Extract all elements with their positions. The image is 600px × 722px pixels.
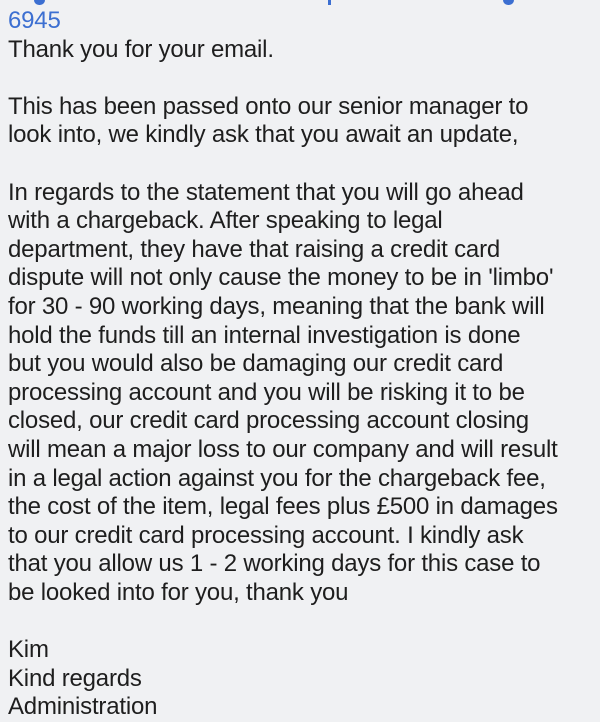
body-text-line: closed, our credit card processing account closing [8,407,529,435]
clipped-glyph-fragment [328,0,331,5]
blank-line [8,64,594,93]
body-text-line: will mean a major loss to our company and will result [8,435,558,463]
body-text-line: for 30 - 90 working days, meaning that the bank will [8,292,545,320]
body-text-line: processing account and you will be risking it to be [8,378,525,406]
clipped-glyph-fragment [34,0,45,5]
body-text-line: the cost of the item, legal fees plus £500 in damages [8,493,558,521]
body-text-line: Thank you for your email. [8,35,274,63]
body-text-line: In regards to the statement that you will go ahead [8,178,524,206]
body-text-line: with a chargeback. After speaking to legal [8,207,443,235]
body-text-line: department, they have that raising a credit card [8,235,501,263]
body-text-line: dispute will not only cause the money to be in 'limbo' [8,264,554,292]
body-text-line: Kind regards [8,664,142,692]
clipped-glyph-fragment [503,0,514,5]
body-text-line: look into, we kindly ask that you await an update, [8,121,519,149]
body-text-line: to our credit card processing account. I kindly ask [8,521,524,549]
body-text-line: that you allow us 1 - 2 working days for this case to [8,550,541,578]
body-text-line: Kim [8,636,49,664]
email-text-lines [8,36,594,722]
body-text-line: in a legal action against you for the chargeback fee, [8,464,546,492]
body-text-line: hold the funds till an internal investigation is done [8,321,521,349]
link-text-6945[interactable]: 6945 [8,7,61,34]
body-text-line: but you would also be damaging our credit card [8,350,504,378]
blank-line [8,607,594,636]
body-text-line: This has been passed onto our senior manager to [8,92,529,120]
body-text-line: be looked into for you, thank you [8,578,349,606]
clipped-link-line[interactable] [8,0,594,7]
blank-line [8,150,594,179]
body-text-line: Administration [8,693,158,721]
